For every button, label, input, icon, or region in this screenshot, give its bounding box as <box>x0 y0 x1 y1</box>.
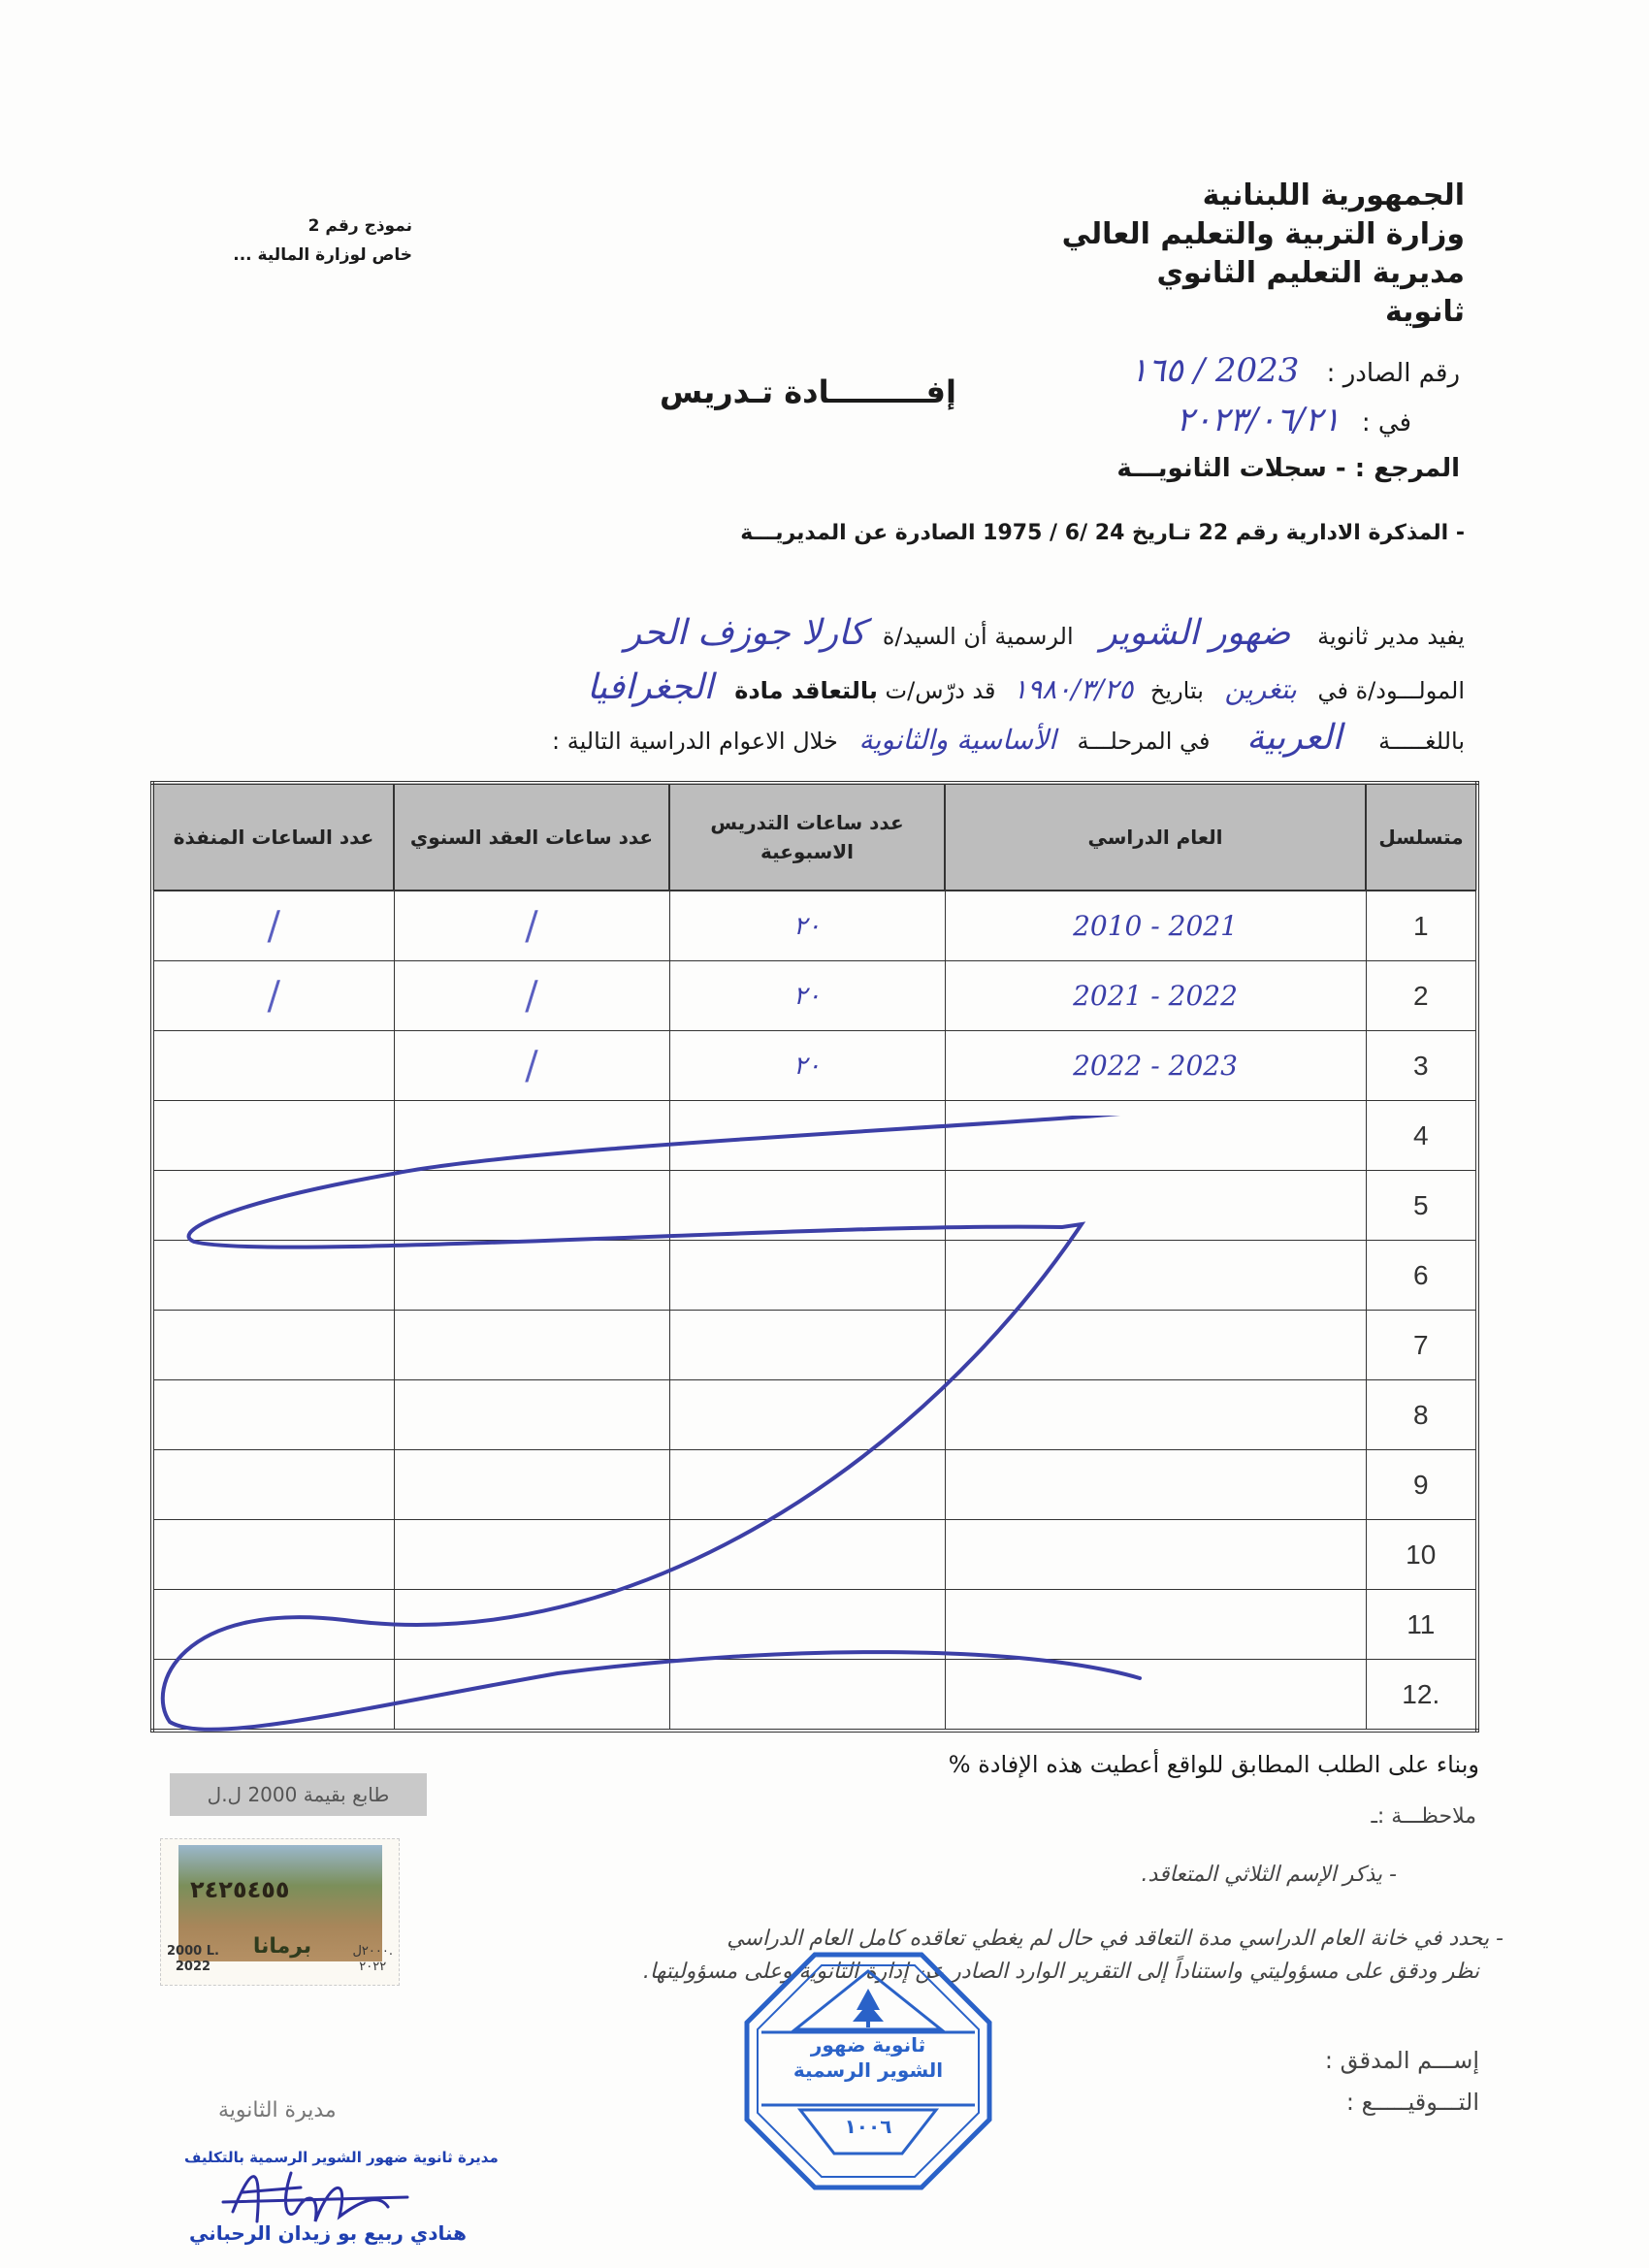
weekly-hours-cell <box>669 1101 945 1171</box>
table-row <box>152 1101 1477 1171</box>
serial-cell: 2 <box>1366 961 1477 1031</box>
fiscal-stamp-year-ar: ٢٠٢٢ <box>359 1960 387 1974</box>
outgoing-number-value: 2023 / ١٦٥ <box>1130 351 1300 390</box>
date-value: ٢٠٢٣/٠٦/٢١ <box>1176 401 1341 439</box>
seal-number: ١٠٠٦ <box>844 2115 892 2138</box>
school-year-cell <box>945 1311 1366 1380</box>
notes-label: ملاحظـــة :ـ <box>1371 1804 1476 1829</box>
school-year-cell <box>945 1660 1366 1732</box>
serial-cell: 5 <box>1366 1171 1477 1241</box>
serial-cell: 9 <box>1366 1450 1477 1520</box>
school-year-cell <box>945 1241 1366 1311</box>
executed-hours-cell: / <box>152 891 394 961</box>
text-official-person: الرسمية أن السيد/ة <box>882 623 1074 650</box>
text-born-in: المولـــود/ة في <box>1317 677 1465 704</box>
revenue-stamp-label: طابع بقيمة 2000 ل.ل <box>170 1773 427 1816</box>
fiscal-stamp-serial: ٢٤٢٥٤٥٥ <box>190 1876 290 1903</box>
executed-hours-cell <box>152 1311 394 1380</box>
serial-cell: 8 <box>1366 1380 1477 1450</box>
executed-hours-cell <box>152 1520 394 1590</box>
annual-hours-cell <box>394 1520 669 1590</box>
executed-hours-cell <box>152 1380 394 1450</box>
table-row <box>152 1241 1477 1311</box>
form-note <box>209 211 412 270</box>
teaching-years-table <box>150 781 1479 1733</box>
person-name: كارلا جوزف الحر <box>624 613 866 653</box>
executed-hours-cell <box>152 1450 394 1520</box>
weekly-hours-cell <box>669 1660 945 1732</box>
table-body <box>152 891 1477 1731</box>
header-serial: متسلسل <box>1366 783 1477 891</box>
seal-school-name: ثانوية ضهور الشوير الرسمية <box>792 2033 944 2082</box>
annual-hours-cell <box>394 1171 669 1241</box>
header-weekly-hours: عدد ساعات التدريس الاسبوعية <box>669 783 945 891</box>
letterhead-line-school: ثانوية <box>1384 295 1465 329</box>
note-2: - يحدد في خانة العام الدراسي مدة التعاقد في حال لم يغطي تعاقده كامل العام الدراسي <box>727 1927 1504 1951</box>
fiscal-stamp-value-arabic <box>352 1944 393 1975</box>
text-language: باللغـــــة <box>1378 728 1465 755</box>
table-row <box>152 1171 1477 1241</box>
text-stage: في المرحلـــة <box>1077 728 1211 755</box>
weekly-hours-cell <box>669 1380 945 1450</box>
table-row <box>152 1031 1477 1101</box>
executed-hours-cell <box>152 1590 394 1660</box>
annual-hours-cell <box>394 1241 669 1311</box>
cedar-icon <box>853 1989 884 2027</box>
outgoing-number-label: رقم الصادر : <box>1326 359 1460 388</box>
executed-hours-cell: / <box>152 961 394 1031</box>
serial-cell: 6 <box>1366 1241 1477 1311</box>
fiscal-stamp-year: 2022 <box>175 1960 211 1974</box>
form-purpose: خاص لوزارة المالية ... <box>233 245 412 265</box>
letterhead-line-republic: الجمهورية اللبنانية <box>1202 178 1465 212</box>
table-row <box>152 1311 1477 1380</box>
school-year-cell <box>945 1450 1366 1520</box>
table-row <box>152 1660 1477 1732</box>
fiscal-stamp-value-latin <box>167 1944 219 1975</box>
paragraph-line-2 <box>587 667 1465 707</box>
date-label: في : <box>1361 408 1411 437</box>
executed-hours-cell <box>152 1101 394 1171</box>
school-year-cell <box>945 1380 1366 1450</box>
birth-place: بتغرين <box>1224 673 1297 705</box>
text-contract-subject: بالتعاقد مادة <box>734 677 878 704</box>
paragraph-line-3 <box>552 718 1465 758</box>
serial-cell: 10 <box>1366 1520 1477 1590</box>
school-year-cell: 2021 - 2010 <box>945 891 1366 961</box>
text-on-date: بتاريخ <box>1149 677 1204 704</box>
memo-reference: - المذكرة الادارية رقم 22 تـاريخ 24 /6 / 1975 الصادرة عن المديريـــة <box>740 521 1465 545</box>
school-year-cell: 2022 - 2021 <box>945 961 1366 1031</box>
annual-hours-cell <box>394 1590 669 1660</box>
weekly-hours-cell <box>669 1241 945 1311</box>
table-row <box>152 891 1477 961</box>
checker-name-label: إســـم المدقق : <box>1324 2047 1479 2074</box>
fiscal-stamp-place: برمانا <box>252 1934 312 1959</box>
subject: الجغرافيا <box>587 667 714 707</box>
serial-cell: 11 <box>1366 1590 1477 1660</box>
conclusion-text: وبناء على الطلب المطابق للواقع أعطيت هذه الإفادة % <box>948 1751 1479 1778</box>
language: العربية <box>1246 718 1342 758</box>
note-1: - يذكر الإسم الثلاثي المتعاقد. <box>1141 1863 1397 1887</box>
document-title: إفـــــــــادة تـدريس <box>660 373 956 410</box>
serial-cell: .12 <box>1366 1660 1477 1732</box>
school-name: ضهور الشوير <box>1100 613 1291 653</box>
executed-hours-cell <box>152 1241 394 1311</box>
annual-hours-cell: / <box>394 1031 669 1101</box>
text-during-years: خلال الاعوام الدراسية التالية : <box>551 728 838 755</box>
school-year-cell <box>945 1590 1366 1660</box>
principal-name: هنادي ربيع بو زيدان الرحباني <box>189 2221 468 2245</box>
school-year-cell <box>945 1520 1366 1590</box>
header-annual-contract-hours: عدد ساعات العقد السنوي <box>394 783 669 891</box>
executed-hours-cell <box>152 1031 394 1101</box>
annual-hours-cell: / <box>394 961 669 1031</box>
annual-hours-cell <box>394 1101 669 1171</box>
letterhead-line-directorate: مديرية التعليم الثانوي <box>1156 256 1465 290</box>
reference-row <box>1116 454 1460 483</box>
date-row <box>1177 401 1411 439</box>
birth-date: ١٩٨٠/٣/٢٥ <box>1013 673 1134 705</box>
executed-hours-cell <box>152 1660 394 1732</box>
table-row <box>152 961 1477 1031</box>
serial-cell: 4 <box>1366 1101 1477 1171</box>
executed-hours-cell <box>152 1171 394 1241</box>
fiscal-stamp-value: 2000 L. <box>167 1944 219 1959</box>
annual-hours-cell <box>394 1450 669 1520</box>
school-year-cell: 2023 - 2022 <box>945 1031 1366 1101</box>
weekly-hours-cell: ٢٠ <box>669 891 945 961</box>
header-school-year: العام الدراسي <box>945 783 1366 891</box>
text-taught: قد درّس/ت <box>885 677 996 704</box>
school-year-cell <box>945 1171 1366 1241</box>
weekly-hours-cell: ٢٠ <box>669 1031 945 1101</box>
text-director-intro: يفيد مدير ثانوية <box>1317 623 1465 650</box>
fiscal-stamp <box>160 1838 400 1986</box>
fiscal-stamp-value-ar: ٢٠٠٠ل. <box>352 1944 393 1959</box>
weekly-hours-cell <box>669 1311 945 1380</box>
annual-hours-cell <box>394 1660 669 1732</box>
weekly-hours-cell <box>669 1590 945 1660</box>
weekly-hours-cell <box>669 1520 945 1590</box>
header-executed-hours: عدد الساعات المنفذة <box>152 783 394 891</box>
stage: الأساسية والثانوية <box>858 724 1056 756</box>
letterhead-line-ministry: وزارة التربية والتعليم العالي <box>1061 217 1465 251</box>
weekly-hours-cell <box>669 1171 945 1241</box>
table-row <box>152 1380 1477 1450</box>
letterhead <box>1057 177 1465 332</box>
annual-hours-cell <box>394 1311 669 1380</box>
reference-value: - سجلات الثانويـــة <box>1116 454 1346 483</box>
outgoing-number-row <box>1130 351 1460 390</box>
annual-hours-cell <box>394 1380 669 1450</box>
table-row <box>152 1520 1477 1590</box>
principal-role: مديرة ثانوية ضهور الشوير الرسمية بالتكليف <box>184 2149 499 2166</box>
serial-cell: 3 <box>1366 1031 1477 1101</box>
principal-title: مديرة الثانوية <box>218 2098 337 2122</box>
weekly-hours-cell <box>669 1450 945 1520</box>
serial-cell: 1 <box>1366 891 1477 961</box>
checker-signature-label: التـــوقيـــــع : <box>1345 2089 1479 2116</box>
serial-cell: 7 <box>1366 1311 1477 1380</box>
table-header-row <box>152 783 1477 891</box>
table-row <box>152 1450 1477 1520</box>
reference-label: المرجع : <box>1354 454 1460 483</box>
annual-hours-cell: / <box>394 891 669 961</box>
form-number: نموذج رقم 2 <box>307 216 412 236</box>
closing-statement: نظر ودقق على مسؤوليتي واستناداً إلى التقرير الوارد الصادر عن إدارة الثانوية وعلى مسؤوليتها. <box>642 1960 1479 1984</box>
table-row <box>152 1590 1477 1660</box>
school-year-cell <box>945 1101 1366 1171</box>
weekly-hours-cell: ٢٠ <box>669 961 945 1031</box>
paragraph-line-1 <box>625 613 1465 653</box>
